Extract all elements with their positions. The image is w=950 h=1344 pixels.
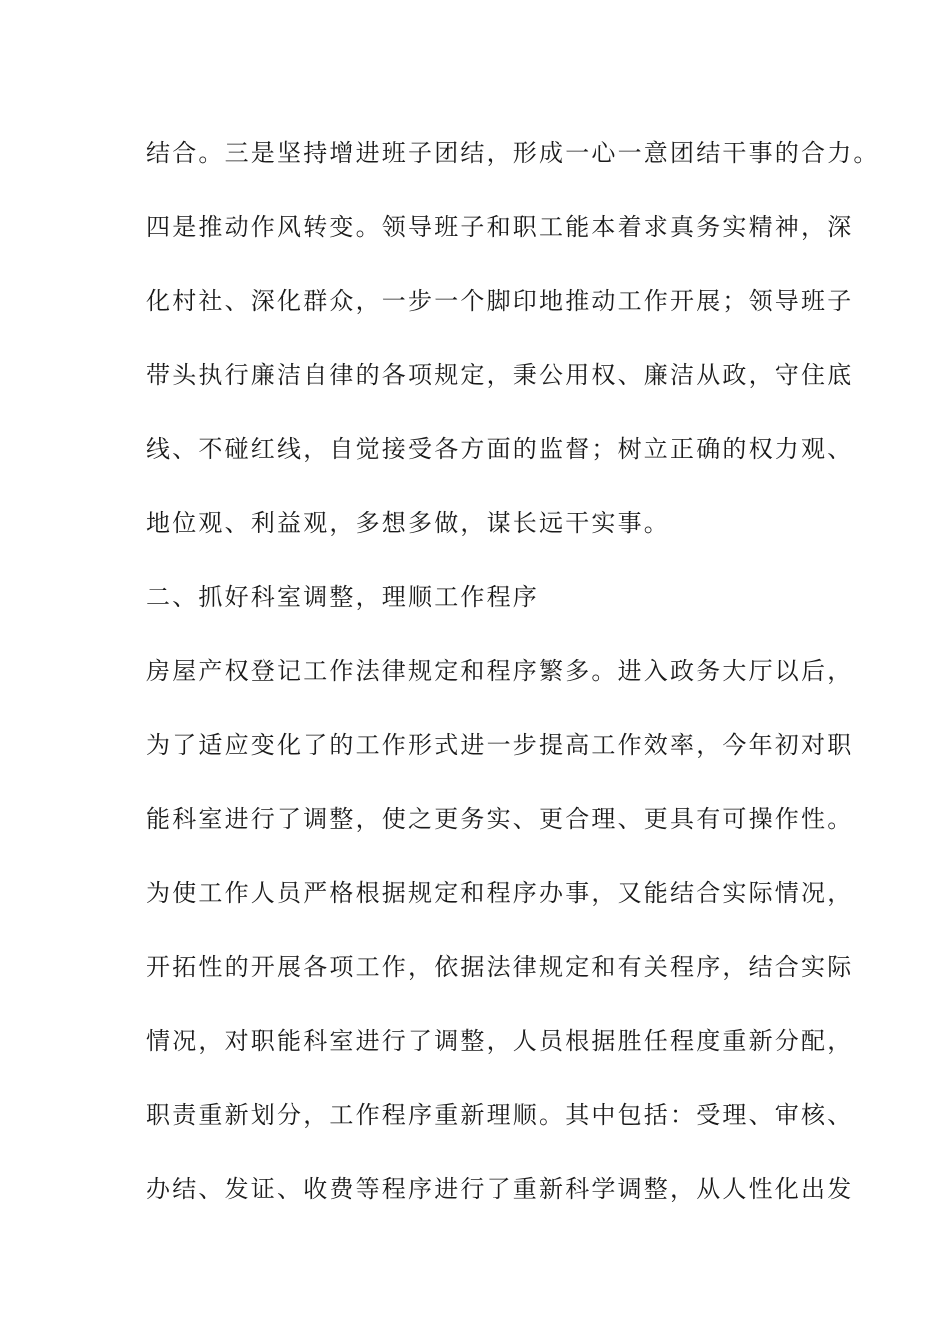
text-line: 线、不碰红线，自觉接受各方面的监督；树立正确的权力观、 (146, 435, 854, 463)
text-line: 带头执行廉洁自律的各项规定，秉公用权、廉洁从政，守住底 (146, 361, 854, 389)
text-line: 情况，对职能科室进行了调整，人员根据胜任程度重新分配， (146, 1027, 854, 1055)
section-heading: 二、抓好科室调整，理顺工作程序 (146, 583, 539, 611)
text-line: 能科室进行了调整，使之更务实、更合理、更具有可操作性。 (146, 805, 854, 833)
text-line: 结合。三是坚持增进班子团结，形成一心一意团结干事的合力。 (146, 139, 880, 167)
text-line: 职责重新划分，工作程序重新理顺。其中包括：受理、审核、 (146, 1101, 854, 1129)
text-line: 为使工作人员严格根据规定和程序办事，又能结合实际情况， (146, 879, 854, 907)
body-text (146, 130, 880, 1240)
text-line: 房屋产权登记工作法律规定和程序繁多。进入政务大厅以后， (146, 657, 854, 685)
text-line: 办结、发证、收费等程序进行了重新科学调整，从人性化出发 (146, 1175, 854, 1203)
text-line: 为了适应变化了的工作形式进一步提高工作效率，今年初对职 (146, 731, 854, 759)
text-line: 开拓性的开展各项工作，依据法律规定和有关程序，结合实际 (146, 953, 854, 981)
text-line: 化村社、深化群众，一步一个脚印地推动工作开展；领导班子 (146, 287, 854, 315)
text-line: 四是推动作风转变。领导班子和职工能本着求真务实精神，深 (146, 213, 854, 241)
text-line: 地位观、利益观，多想多做，谋长远干实事。 (146, 509, 670, 537)
